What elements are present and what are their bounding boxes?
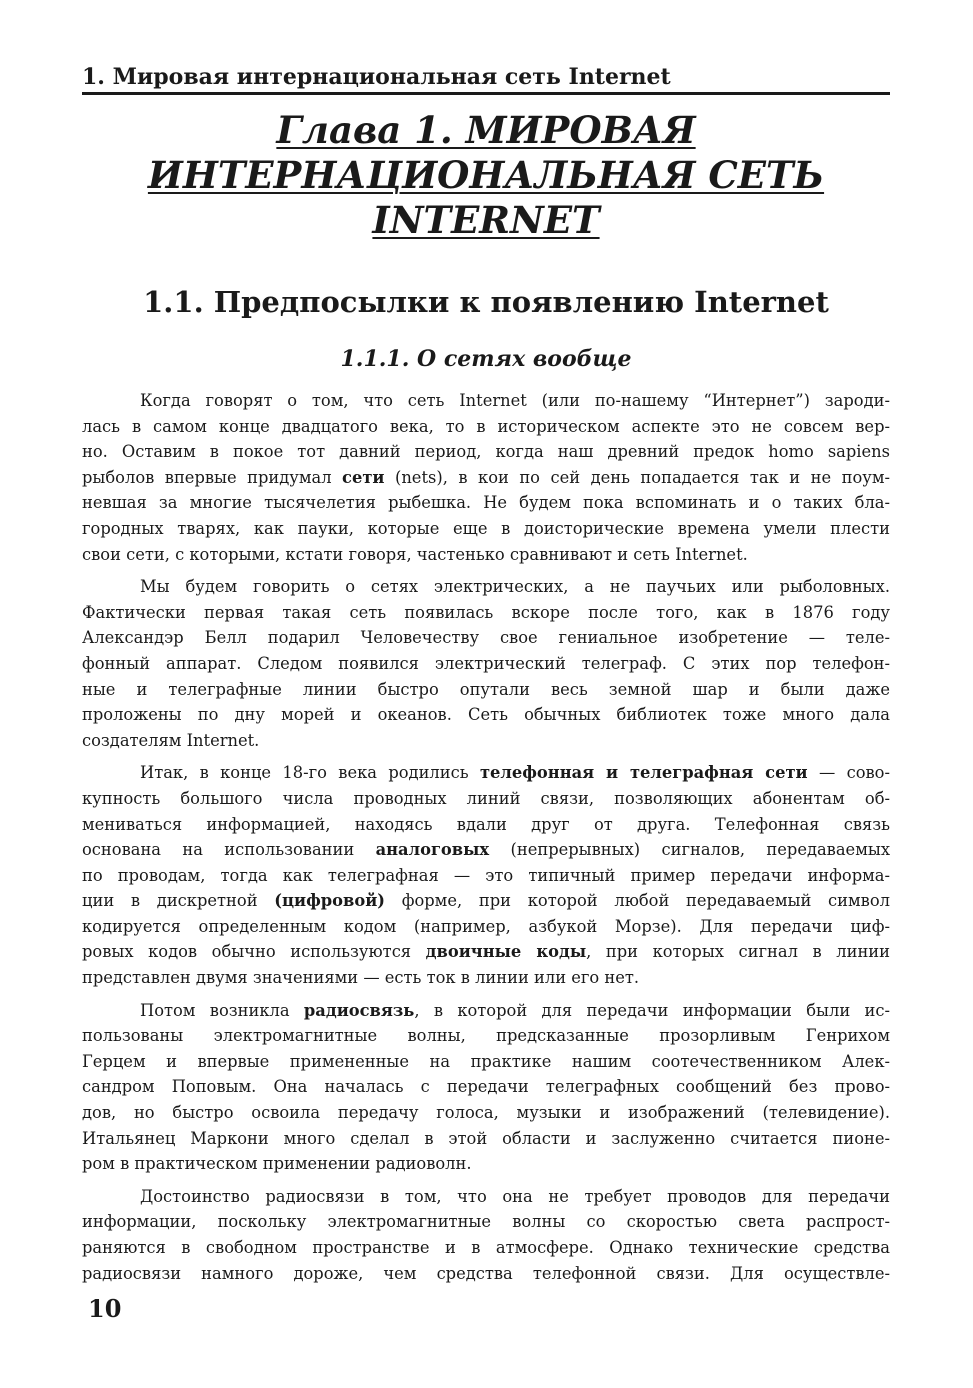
text-line [82, 1235, 890, 1261]
text-line [82, 1151, 890, 1177]
text-line [82, 863, 890, 889]
text-line [82, 542, 890, 568]
text-run: (nets), в кои по сей день попадается так и не поум- [384, 467, 890, 487]
text-run: форме, при которой любой передаваемый символ [384, 891, 890, 911]
text-line [82, 1209, 890, 1235]
text-line [82, 625, 890, 651]
text-run: но. Оставим в покое тот давний период, когда наш древний предок homo sapiens [82, 442, 890, 462]
text-run: (непрерывных) сигналов, передаваемых [489, 840, 890, 860]
text-run: Достоинство радиосвязи в том, что она не требует проводов для передачи [140, 1186, 890, 1206]
text-line [82, 1184, 890, 1210]
text-run: по проводам, тогда как телеграфная — это типичный пример передачи информа- [82, 865, 890, 885]
text-run: Потом возникла [140, 1000, 304, 1020]
text-run: — сово- [807, 763, 890, 783]
text-line [82, 388, 890, 414]
text-run: радиосвязи намного дороже, чем средства телефонной связи. Для осуществле- [82, 1263, 890, 1283]
text-run: невшая за многие тысячелетия рыбешка. Не будем пока вспоминать и о таких бла- [82, 493, 890, 513]
bold-term: радиосвязь [303, 1000, 415, 1020]
text-run: кодируется определенным кодом (например, азбукой Морзе). Для передачи циф- [82, 916, 890, 936]
text-line [82, 574, 890, 600]
text-run: Герцем и впервые примененные на практике нашим соотечественником Алек- [82, 1051, 890, 1071]
text-line [82, 1074, 890, 1100]
text-line [82, 1100, 890, 1126]
text-run: сандром Поповым. Она началась с передачи телеграфных сообщений без прово- [82, 1077, 890, 1097]
text-run: ции в дискретной [82, 891, 275, 911]
text-run: лась в самом конце двадцатого века, то в историческом аспекте это не совсем вер- [82, 416, 890, 436]
text-run: пользованы электромагнитные волны, предсказанные прозорливым Генрихом [82, 1026, 890, 1046]
text-line [82, 888, 890, 914]
text-line [82, 516, 890, 542]
text-run: Фактически первая такая сеть появилась вскоре после того, как в 1876 году [82, 602, 890, 622]
text-line [82, 939, 890, 965]
paragraph [82, 388, 890, 567]
bold-term: (цифровой) [274, 891, 385, 911]
text-line [82, 914, 890, 940]
body-text [82, 388, 890, 1293]
paragraph [82, 998, 890, 1177]
text-line [82, 1126, 890, 1152]
subsection-title: 1.1.1. О сетях вообще [340, 346, 632, 372]
chapter-title-line: INTERNET [372, 198, 600, 242]
bold-term: сети [342, 467, 385, 487]
text-run: ные и телеграфные линии быстро опутали весь земной шар и были даже [82, 679, 890, 699]
text-line [82, 728, 890, 754]
page-number: 10 [88, 1294, 122, 1323]
text-run: Итальянец Маркони много сделал в этой области и заслуженно считается пионе- [82, 1128, 890, 1148]
text-run: информации, поскольку электромагнитные волны со скоростью света распрост- [82, 1212, 890, 1232]
text-line [82, 965, 890, 991]
text-line [82, 702, 890, 728]
text-line [82, 812, 890, 838]
text-run: представлен двумя значениями — есть ток в линии или его нет. [82, 968, 640, 988]
text-run: рыболов впервые придумал [82, 467, 343, 487]
running-header: 1. Мировая интернациональная сеть Internet [82, 64, 671, 90]
text-run: мениваться информацией, находясь вдали друг от друга. Телефонная связь [82, 814, 890, 834]
text-line [82, 465, 890, 491]
text-line [82, 677, 890, 703]
text-line [82, 439, 890, 465]
text-run: основана на использовании [82, 840, 376, 860]
text-line [82, 1023, 890, 1049]
text-line [82, 600, 890, 626]
text-run: Александэр Белл подарил Человечеству свое гениальное изобретение — теле- [82, 628, 890, 648]
text-run: Итак, в конце 18-го века родились [140, 763, 480, 783]
text-run: , при которых сигнал в линии [586, 942, 891, 962]
text-run: свои сети, с которыми, кстати говоря, частенько сравнивают и сеть Internet. [82, 544, 748, 564]
text-run: купность большого числа проводных линий связи, позволяющих абонентам об- [82, 788, 890, 808]
text-run: Мы будем говорить о сетях электрических, а не паучьих или рыболовных. [140, 577, 890, 597]
text-line [82, 651, 890, 677]
text-run: дов, но быстро освоила передачу голоса, музыки и изображений (телевидение). [82, 1103, 890, 1123]
text-run: создателям Internet. [82, 730, 260, 750]
header-rule [82, 92, 890, 95]
paragraph [82, 760, 890, 990]
text-line [82, 998, 890, 1024]
text-run: Когда говорят о том, что сеть Internet (или по-нашему “Интернет”) зароди- [140, 391, 890, 410]
chapter-title-line: ИНТЕРНАЦИОНАЛЬНАЯ СЕТЬ [147, 153, 825, 197]
text-run: , в которой для передачи информации были ис- [414, 1000, 890, 1020]
text-run: раняются в свободном пространстве и в атмосфере. Однако технические средства [82, 1238, 890, 1257]
section-title: 1.1. Предпосылки к появлению Internet [143, 285, 829, 319]
text-line [82, 414, 890, 440]
bold-term: двоичные коды [425, 942, 587, 962]
text-line [82, 490, 890, 516]
text-line [82, 837, 890, 863]
text-run: проложены по дну морей и океанов. Сеть обычных библиотек тоже много дала [82, 705, 890, 725]
text-run: фонный аппарат. Следом появился электрический телеграф. С этих пор телефон- [82, 653, 890, 673]
text-line [82, 1261, 890, 1287]
text-line [82, 760, 890, 786]
text-line [82, 786, 890, 812]
text-line [82, 1049, 890, 1075]
chapter-title [82, 108, 890, 243]
text-run: ром в практическом применении радиоволн. [82, 1154, 472, 1174]
paragraph [82, 574, 890, 753]
paragraph [82, 1184, 890, 1286]
text-run: ровых кодов обычно используются [82, 942, 426, 962]
bold-term: телефонная и телеграфная сети [479, 763, 808, 783]
chapter-title-line: Глава 1. МИРОВАЯ [276, 108, 696, 152]
text-run: городных тварях, как пауки, которые еще в доисторические времена умели плести [82, 518, 890, 538]
bold-term: аналоговых [375, 840, 490, 860]
